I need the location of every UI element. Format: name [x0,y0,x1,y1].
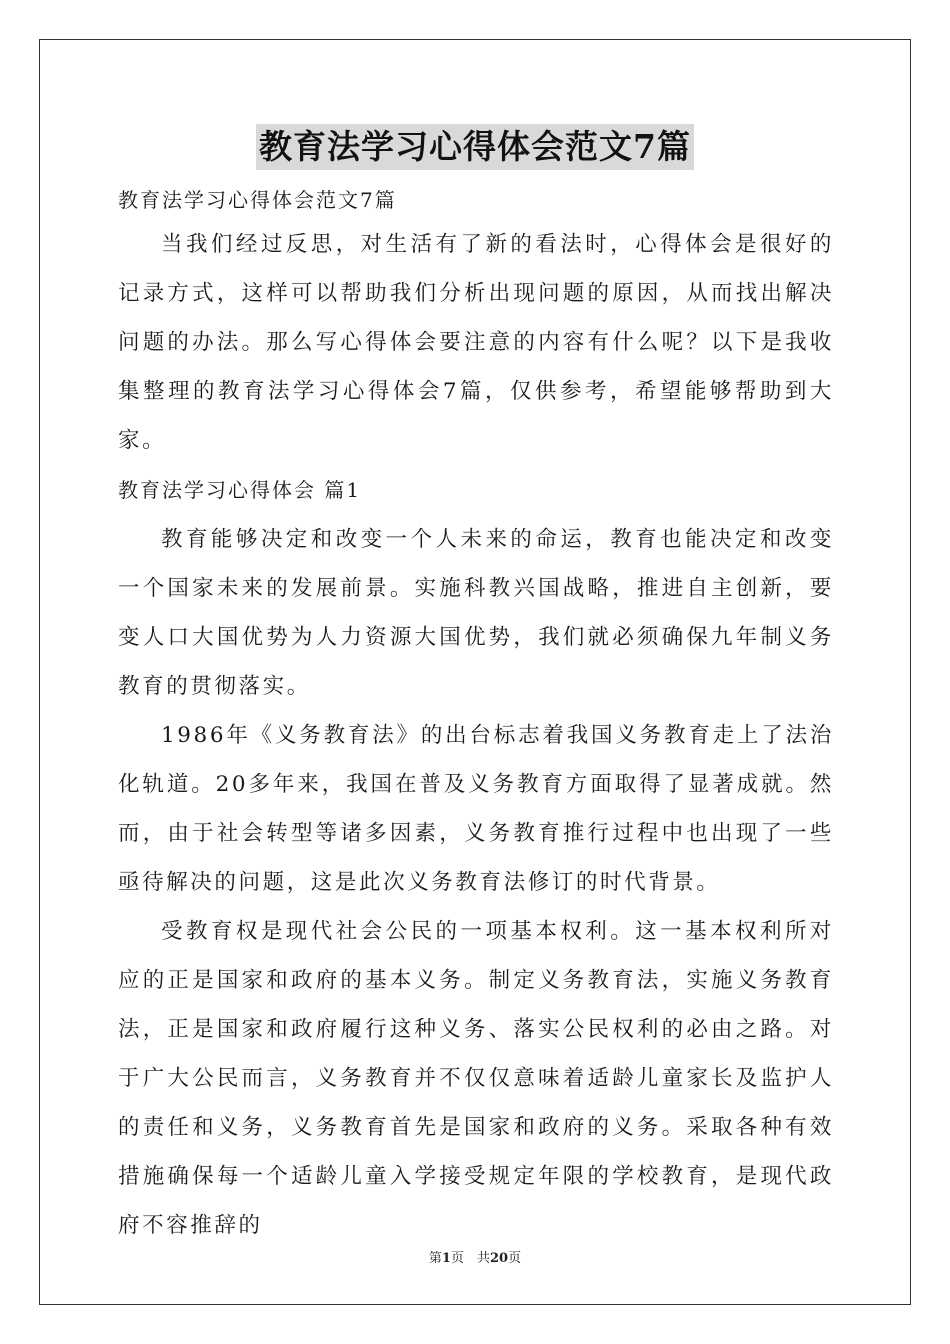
document-title: 教育法学习心得体会范文7篇 [256,124,694,170]
document-subtitle: 教育法学习心得体会范文7篇 [118,188,397,212]
section-heading: 教育法学习心得体会 篇1 [118,478,362,502]
footer-total-pages: 20 [489,1251,509,1266]
footer-mid: 页 共 [450,1251,490,1266]
intro-paragraph: 当我们经过反思，对生活有了新的看法时，心得体会是很好的记录方式，这样可以帮助我们分析出现问题的原因，从而找出解决问题的办法。那么写心得体会要注意的内容有什么呢？以下是我收集整理的教育法学习心得体会7篇，仅供参考，希望能够帮助到大家。 [118,232,834,453]
body-paragraph-1: 教育能够决定和改变一个人未来的命运，教育也能决定和改变一个国家未来的发展前景。实施科教兴国战略，推进自主创新，要变人口大国优势为人力资源大国优势，我们就必须确保九年制义务教育的贯彻落实。 [118,527,834,699]
document-body [118,180,834,1250]
footer-suffix: 页 [508,1251,522,1266]
title-container [0,124,950,170]
footer-current-page: 1 [441,1251,451,1266]
body-paragraph-3: 受教育权是现代社会公民的一项基本权利。这一基本权利所对应的正是国家和政府的基本义务。制定义务教育法，实施义务教育法，正是国家和政府履行这种义务、落实公民权利的必由之路。对于广大公民而言，义务教育并不仅仅意味着适龄儿童家长及监护人的责任和义务，义务教育首先是国家和政府的义务。采取各种有效措施确保每一个适龄儿童入学接受规定年限的学校教育，是现代政府不容推辞的 [118,919,834,1238]
footer-prefix: 第 [428,1251,442,1266]
body-paragraph-2: 1986年《义务教育法》的出台标志着我国义务教育走上了法治化轨道。20多年来，我国在普及义务教育方面取得了显著成就。然而，由于社会转型等诸多因素，义务教育推行过程中也出现了一些亟待解决的问题，这是此次义务教育法修订的时代背景。 [118,723,834,895]
page-footer [0,1247,950,1266]
